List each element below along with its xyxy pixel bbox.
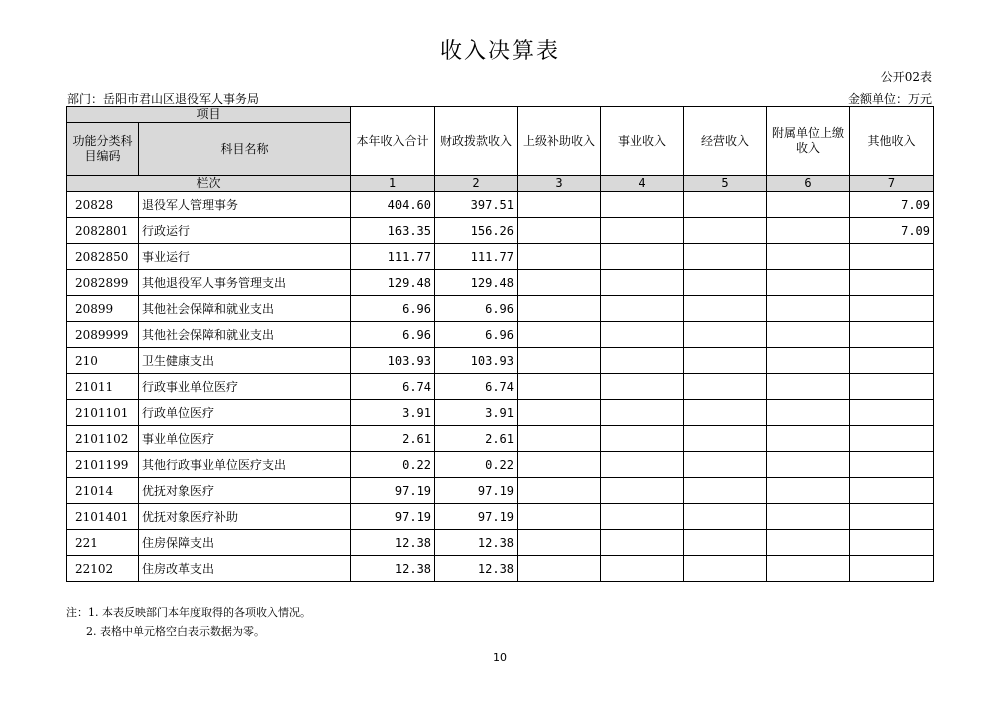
cell-value (767, 270, 850, 296)
cell-value: 6.96 (435, 322, 518, 348)
cell-value (684, 504, 767, 530)
cell-value (601, 426, 684, 452)
cell-name: 优抚对象医疗补助 (139, 504, 351, 530)
cell-value (601, 218, 684, 244)
cell-value (518, 296, 601, 322)
header-col-5: 经营收入 (684, 107, 767, 176)
cell-value (518, 192, 601, 218)
table-row (67, 192, 934, 218)
cell-value (850, 244, 934, 270)
header-col-1: 本年收入合计 (351, 107, 435, 176)
cell-value: 3.91 (351, 400, 435, 426)
cell-code: 22102 (67, 556, 139, 582)
cell-value: 2.61 (351, 426, 435, 452)
cell-value: 2.61 (435, 426, 518, 452)
cell-value (684, 218, 767, 244)
cell-value: 129.48 (435, 270, 518, 296)
cell-value (850, 296, 934, 322)
cell-value: 6.74 (435, 374, 518, 400)
cell-value (601, 530, 684, 556)
cell-name: 卫生健康支出 (139, 348, 351, 374)
cell-value: 97.19 (351, 504, 435, 530)
cell-value: 397.51 (435, 192, 518, 218)
cell-value: 12.38 (351, 530, 435, 556)
column-number: 1 (351, 176, 435, 192)
column-number: 2 (435, 176, 518, 192)
table-row (67, 374, 934, 400)
header-col-6: 附属单位上缴收入 (767, 107, 850, 176)
table-row (67, 478, 934, 504)
notes (66, 603, 311, 641)
table-body (67, 192, 934, 582)
table-row (67, 296, 934, 322)
table-row (67, 322, 934, 348)
cell-code: 2101102 (67, 426, 139, 452)
cell-code: 2082899 (67, 270, 139, 296)
cell-value (850, 348, 934, 374)
note-1: 注：1. 本表反映部门本年度取得的各项收入情况。 (66, 606, 311, 619)
cell-code: 221 (67, 530, 139, 556)
cell-value (684, 348, 767, 374)
cell-value (850, 322, 934, 348)
cell-value (601, 348, 684, 374)
cell-value (767, 478, 850, 504)
cell-value: 0.22 (435, 452, 518, 478)
cell-value (850, 452, 934, 478)
cell-name: 事业运行 (139, 244, 351, 270)
cell-value (850, 504, 934, 530)
cell-value (684, 322, 767, 348)
cell-value: 111.77 (351, 244, 435, 270)
cell-value (684, 296, 767, 322)
form-number: 公开02表 (880, 70, 932, 84)
header-item: 项目 (67, 107, 351, 123)
cell-value (601, 504, 684, 530)
income-table (66, 106, 934, 582)
cell-value (767, 374, 850, 400)
table-row (67, 270, 934, 296)
cell-value: 6.96 (351, 296, 435, 322)
cell-value (684, 192, 767, 218)
cell-name: 行政事业单位医疗 (139, 374, 351, 400)
cell-value (518, 270, 601, 296)
cell-value (767, 218, 850, 244)
cell-value (850, 270, 934, 296)
cell-value (518, 478, 601, 504)
cell-value (850, 374, 934, 400)
cell-value: 129.48 (351, 270, 435, 296)
column-number: 7 (850, 176, 934, 192)
cell-value (518, 504, 601, 530)
cell-value (518, 452, 601, 478)
column-number: 6 (767, 176, 850, 192)
cell-code: 20828 (67, 192, 139, 218)
column-number: 4 (601, 176, 684, 192)
table-row (67, 244, 934, 270)
cell-value: 6.96 (435, 296, 518, 322)
cell-code: 21014 (67, 478, 139, 504)
cell-value: 97.19 (435, 478, 518, 504)
cell-value: 103.93 (435, 348, 518, 374)
cell-value (601, 478, 684, 504)
header-columns-label: 栏次 (67, 176, 351, 192)
header-name: 科目名称 (139, 123, 351, 176)
cell-name: 住房改革支出 (139, 556, 351, 582)
cell-value: 7.09 (850, 218, 934, 244)
cell-value (684, 244, 767, 270)
cell-value: 404.60 (351, 192, 435, 218)
page-title: 收入决算表 (439, 39, 560, 64)
cell-code: 2101199 (67, 452, 139, 478)
cell-code: 210 (67, 348, 139, 374)
cell-value (601, 322, 684, 348)
cell-value (601, 192, 684, 218)
cell-value (850, 426, 934, 452)
cell-value (684, 452, 767, 478)
cell-value (601, 296, 684, 322)
column-number: 5 (684, 176, 767, 192)
cell-value: 12.38 (435, 530, 518, 556)
cell-value: 12.38 (351, 556, 435, 582)
cell-value (850, 556, 934, 582)
department-label: 部门：岳阳市君山区退役军人事务局 (67, 92, 260, 106)
cell-value (684, 530, 767, 556)
cell-code: 20899 (67, 296, 139, 322)
cell-value (518, 426, 601, 452)
cell-value (684, 426, 767, 452)
cell-value: 103.93 (351, 348, 435, 374)
table-row (67, 348, 934, 374)
cell-name: 其他社会保障和就业支出 (139, 296, 351, 322)
cell-value: 12.38 (435, 556, 518, 582)
cell-name: 其他退役军人事务管理支出 (139, 270, 351, 296)
cell-name: 其他社会保障和就业支出 (139, 322, 351, 348)
page-number: 10 (493, 651, 507, 664)
cell-value (601, 556, 684, 582)
cell-code: 2089999 (67, 322, 139, 348)
cell-value (684, 374, 767, 400)
cell-value (767, 452, 850, 478)
table-row (67, 504, 934, 530)
cell-code: 21011 (67, 374, 139, 400)
cell-value (850, 478, 934, 504)
cell-value (767, 296, 850, 322)
cell-value (601, 244, 684, 270)
cell-name: 事业单位医疗 (139, 426, 351, 452)
cell-value (601, 400, 684, 426)
cell-value: 111.77 (435, 244, 518, 270)
cell-value (684, 556, 767, 582)
cell-value: 156.26 (435, 218, 518, 244)
cell-value (518, 348, 601, 374)
cell-code: 2101401 (67, 504, 139, 530)
cell-value (767, 556, 850, 582)
cell-value (684, 478, 767, 504)
cell-value (518, 244, 601, 270)
cell-name: 其他行政事业单位医疗支出 (139, 452, 351, 478)
cell-name: 退役军人管理事务 (139, 192, 351, 218)
cell-value (767, 348, 850, 374)
cell-value (684, 400, 767, 426)
cell-value (518, 556, 601, 582)
cell-value (767, 530, 850, 556)
header-col-3: 上级补助收入 (518, 107, 601, 176)
cell-value (684, 270, 767, 296)
cell-value (767, 426, 850, 452)
cell-value (518, 374, 601, 400)
cell-value (518, 530, 601, 556)
header-col-2: 财政拨款收入 (435, 107, 518, 176)
cell-value (767, 400, 850, 426)
table-row (67, 218, 934, 244)
table-row (67, 426, 934, 452)
header-col-4: 事业收入 (601, 107, 684, 176)
cell-value (850, 400, 934, 426)
cell-value: 97.19 (351, 478, 435, 504)
cell-value: 97.19 (435, 504, 518, 530)
cell-value (601, 270, 684, 296)
cell-value (518, 218, 601, 244)
header-code: 功能分类科目编码 (67, 123, 139, 176)
table-row (67, 400, 934, 426)
cell-value: 163.35 (351, 218, 435, 244)
cell-value: 0.22 (351, 452, 435, 478)
table-row (67, 530, 934, 556)
cell-value (601, 374, 684, 400)
cell-value (601, 452, 684, 478)
cell-value: 6.74 (351, 374, 435, 400)
cell-code: 2082850 (67, 244, 139, 270)
cell-value (767, 504, 850, 530)
cell-code: 2082801 (67, 218, 139, 244)
cell-value (767, 192, 850, 218)
cell-name: 住房保障支出 (139, 530, 351, 556)
cell-value: 3.91 (435, 400, 518, 426)
cell-value (850, 530, 934, 556)
cell-value (518, 400, 601, 426)
cell-value (518, 322, 601, 348)
cell-value: 7.09 (850, 192, 934, 218)
cell-name: 优抚对象医疗 (139, 478, 351, 504)
column-number: 3 (518, 176, 601, 192)
amount-unit-label: 金额单位：万元 (847, 92, 932, 106)
header-col-7: 其他收入 (850, 107, 934, 176)
note-2: 2. 表格中单元格空白表示数据为零。 (86, 625, 265, 638)
cell-name: 行政运行 (139, 218, 351, 244)
cell-value (767, 244, 850, 270)
table-row (67, 452, 934, 478)
cell-code: 2101101 (67, 400, 139, 426)
cell-name: 行政单位医疗 (139, 400, 351, 426)
cell-value (767, 322, 850, 348)
cell-value: 6.96 (351, 322, 435, 348)
table-row (67, 556, 934, 582)
